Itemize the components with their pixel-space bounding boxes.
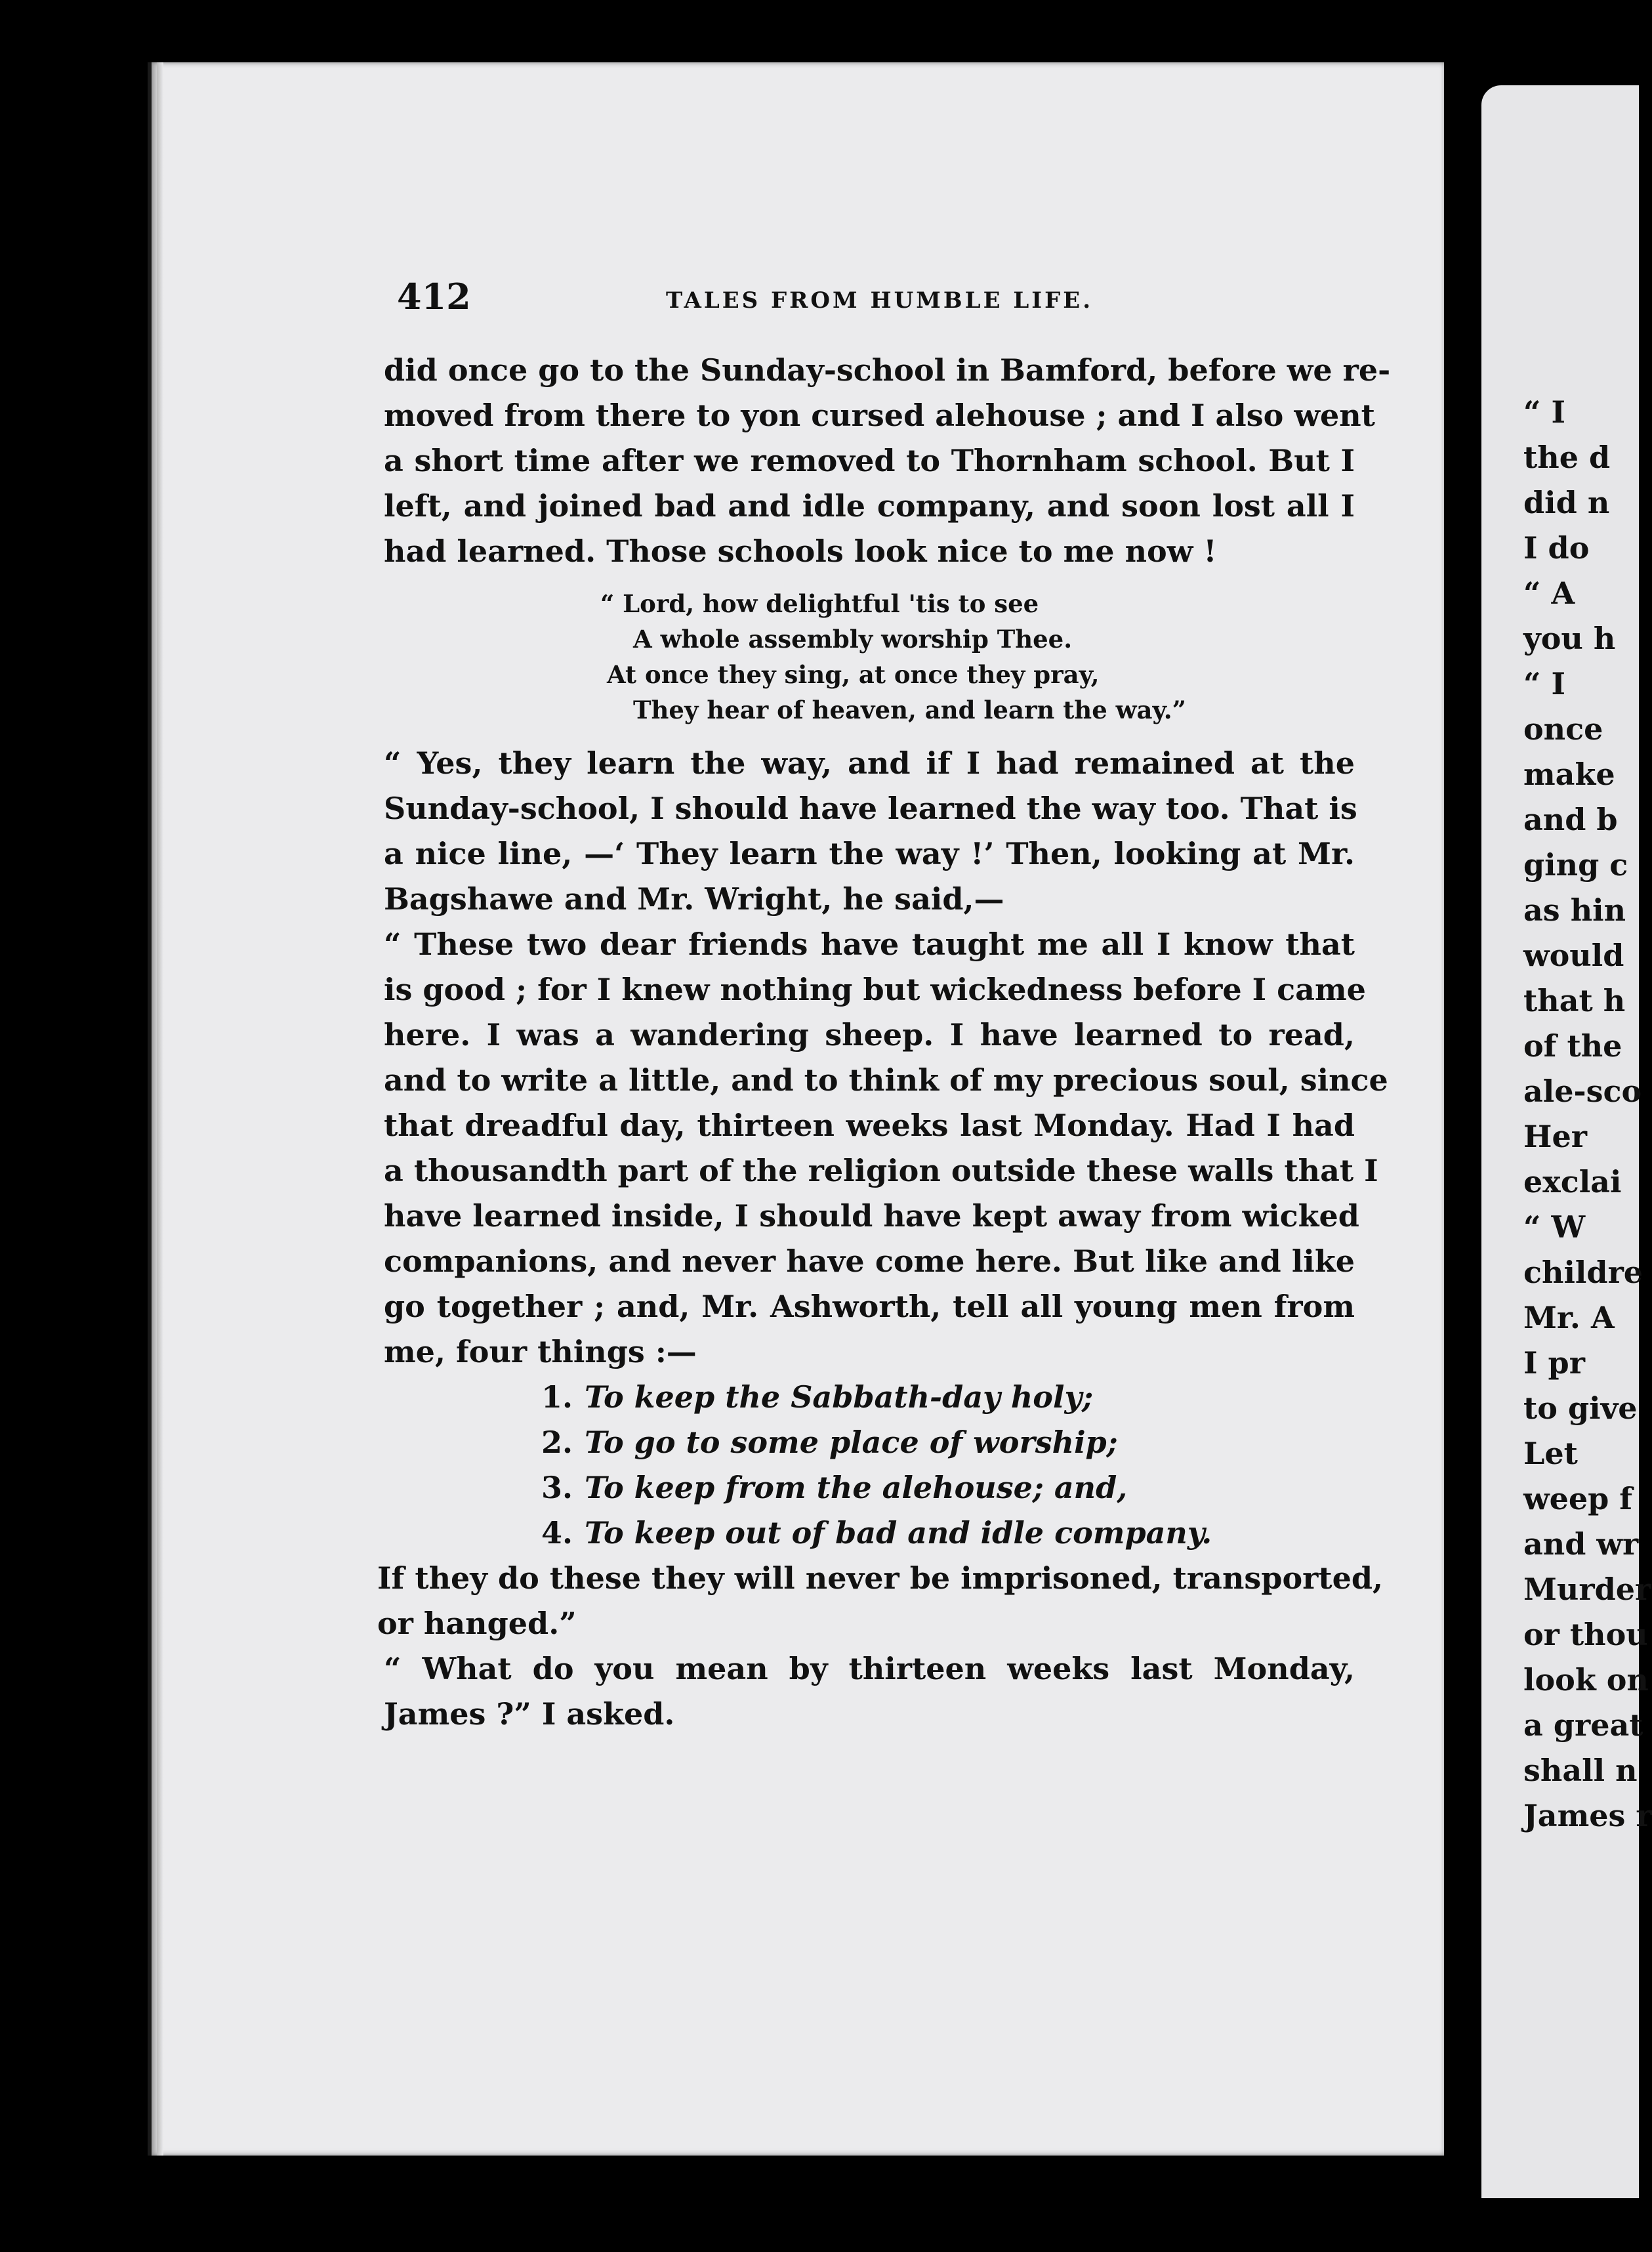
facing-line: weep f	[1523, 1481, 1633, 1516]
text-line: is good ; for I knew nothing but wickedness before I came	[384, 972, 1366, 1007]
list-number: 2.	[541, 1425, 573, 1460]
paragraph-2	[384, 741, 1355, 922]
list-text: To keep the Sabbath-day holy;	[585, 1379, 1094, 1415]
facing-line	[1523, 344, 1652, 390]
verse-line: A whole assembly worship Thee.	[633, 625, 1073, 654]
facing-line: you h	[1523, 621, 1616, 656]
facing-line: would	[1523, 938, 1624, 973]
facing-line: that h	[1523, 983, 1626, 1018]
list-text: To keep out of bad and idle company.	[585, 1515, 1212, 1551]
text-line: a short time after we removed to Thornham school. But I	[384, 443, 1355, 478]
text-line: did once go to the Sunday-school in Bamford, before we re-	[384, 352, 1391, 388]
facing-line: or thou	[1523, 1617, 1648, 1652]
facing-line: of the	[1523, 1028, 1622, 1064]
facing-line: look on	[1523, 1662, 1649, 1698]
list-item	[384, 1511, 1355, 1556]
facing-line: and wr	[1523, 1526, 1639, 1562]
facing-line: childre	[1523, 1255, 1643, 1290]
text-line: that dreadful day, thirteen weeks last Monday. Had I had	[384, 1108, 1355, 1143]
text-line: “ What do you mean by thirteen weeks last Monday,	[384, 1651, 1355, 1686]
running-head	[397, 276, 1348, 322]
list-item	[384, 1375, 1355, 1420]
facing-line: to give	[1523, 1390, 1638, 1426]
facing-line: “ A	[1523, 575, 1575, 611]
text-line: Bagshawe and Mr. Wright, he said,—	[384, 881, 1004, 917]
page-number: 412	[397, 276, 471, 318]
running-title: TALES FROM HUMBLE LIFE.	[666, 287, 1094, 314]
paragraph-3	[384, 922, 1388, 1375]
facing-line: Murder	[1523, 1572, 1651, 1607]
text-line: here. I was a wandering sheep. I have learned to read,	[384, 1017, 1355, 1053]
text-line: have learned inside, I should have kept away from wicked	[384, 1198, 1359, 1234]
list-number: 4.	[541, 1515, 573, 1551]
facing-line: ale-sco	[1523, 1074, 1642, 1109]
list-number: 3.	[541, 1470, 573, 1505]
facing-line: once	[1523, 711, 1603, 747]
facing-line: Let	[1523, 1436, 1578, 1471]
text-line: “ These two dear friends have taught me all I know that	[384, 927, 1355, 962]
list-item	[384, 1465, 1355, 1511]
paragraph-5	[384, 1646, 1355, 1737]
facing-line: did n	[1523, 485, 1610, 520]
text-line: James ?” I asked.	[384, 1696, 675, 1732]
text-line: moved from there to yon cursed alehouse ; and I also went	[384, 398, 1375, 433]
four-things-list	[384, 1375, 1355, 1556]
text-line: “ Yes, they learn the way, and if I had remained at the	[384, 745, 1355, 781]
facing-line: Her	[1523, 1119, 1587, 1154]
facing-line: I do	[1523, 530, 1590, 566]
facing-line: “ I	[1523, 666, 1565, 701]
facing-line: Mr. A	[1523, 1300, 1615, 1335]
facing-page-text	[1523, 344, 1652, 1839]
paragraph-1	[384, 348, 1391, 574]
facing-line: “ W	[1523, 1209, 1586, 1245]
facing-line: I pr	[1523, 1345, 1585, 1381]
facing-line: the d	[1523, 440, 1611, 475]
text-line: left, and joined bad and idle company, and soon lost all I	[384, 488, 1355, 524]
text-line: or hanged.”	[377, 1606, 577, 1641]
facing-line: make	[1523, 757, 1615, 792]
verse-line: “ Lord, how delightful 'tis to see	[600, 589, 1039, 618]
paragraph-4	[377, 1556, 1384, 1646]
hymn-verse	[384, 586, 1355, 728]
facing-line: James r	[1523, 1798, 1652, 1833]
list-text: To keep from the alehouse; and,	[585, 1470, 1128, 1505]
text-line: companions, and never have come here. But like and like	[384, 1243, 1355, 1279]
list-text: To go to some place of worship;	[585, 1425, 1118, 1460]
text-line: go together ; and, Mr. Ashworth, tell all young men from	[384, 1289, 1355, 1324]
text-line: Sunday-school, I should have learned the way too. That is	[384, 791, 1357, 826]
facing-line: and b	[1523, 802, 1618, 837]
text-line: a thousandth part of the religion outside these walls that I	[384, 1153, 1378, 1188]
text-line: and to write a little, and to think of my precious soul, since	[384, 1062, 1388, 1098]
facing-line: as hin	[1523, 892, 1626, 928]
facing-line: shall n	[1523, 1753, 1638, 1788]
list-item	[384, 1420, 1355, 1465]
text-line: a nice line, —‘ They learn the way !’ Then, looking at Mr.	[384, 836, 1355, 871]
text-line: me, four things :—	[384, 1334, 697, 1369]
facing-line: ging c	[1523, 847, 1628, 883]
facing-line: a great	[1523, 1707, 1643, 1743]
facing-line: “ I	[1523, 394, 1565, 430]
text-line: If they do these they will never be imprisoned, transported,	[377, 1560, 1384, 1596]
facing-line: exclai	[1523, 1164, 1622, 1199]
list-number: 1.	[541, 1379, 573, 1415]
text-line: had learned. Those schools look nice to me now !	[384, 533, 1217, 569]
page-body	[377, 348, 1391, 1737]
verse-line: At once they sing, at once they pray,	[607, 660, 1100, 689]
verse-line: They hear of heaven, and learn the way.”	[633, 696, 1186, 724]
